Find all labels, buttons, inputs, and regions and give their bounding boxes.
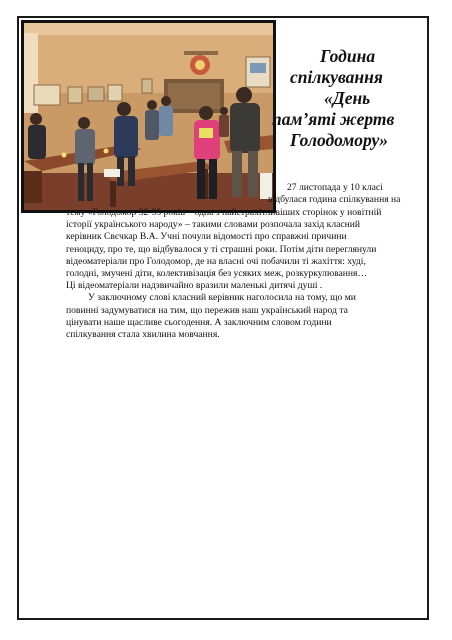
- intro-paragraph: [266, 182, 426, 206]
- body-line-6: голодні, змучені діти, колективізація без усяких меж, розкуркулювання…: [66, 268, 368, 280]
- body-line-9: повинні задумуватися на тим, що пережив наш український народ та: [66, 304, 348, 316]
- title-line-2: спілкування: [290, 67, 383, 87]
- classroom-photo-image: [24, 23, 273, 210]
- body-line-11: спілкування стала хвилина мовчання.: [66, 329, 220, 341]
- intro-line-1: 27 листопада у 10 класі: [287, 182, 383, 193]
- body-line-8: У заключному слові класний керівник наголосила на тому, що ми: [88, 292, 356, 304]
- classroom-photo: [21, 20, 276, 213]
- title-line-3: «День: [324, 88, 371, 108]
- body-line-5: відеоматеріали про Голодомор, де на власні очі побачили ті жахіття: худі,: [66, 255, 366, 267]
- article-body: [66, 207, 426, 341]
- body-line-3: керівник Свєчкар В.А. Учні почули відомості про справжні причини: [66, 231, 347, 243]
- title-line-1: Година: [320, 46, 376, 66]
- body-line-4: геноциду, про те, що відбувалося у ті страшні роки. Потім діти переглянули: [66, 243, 377, 255]
- page-title: [268, 46, 408, 151]
- body-line-1: тему «Голодомор 32-33 років – одна з найстрахітливіших сторінок у новітній: [66, 207, 382, 218]
- body-line-7: Ці відеоматеріали надзвичайно вразили маленькі дитячі душі .: [66, 280, 323, 292]
- body-line-2: історії українського народу» – такими словами розпочала захід класний: [66, 219, 361, 231]
- intro-line-2: відбулася година спілкування на: [268, 194, 401, 206]
- title-line-5: Голодомору»: [290, 130, 389, 150]
- title-line-4: пам’яті жертв: [272, 109, 395, 129]
- body-line-10: цінувати наше щасливе сьогодення. А заключним словом години: [66, 316, 332, 328]
